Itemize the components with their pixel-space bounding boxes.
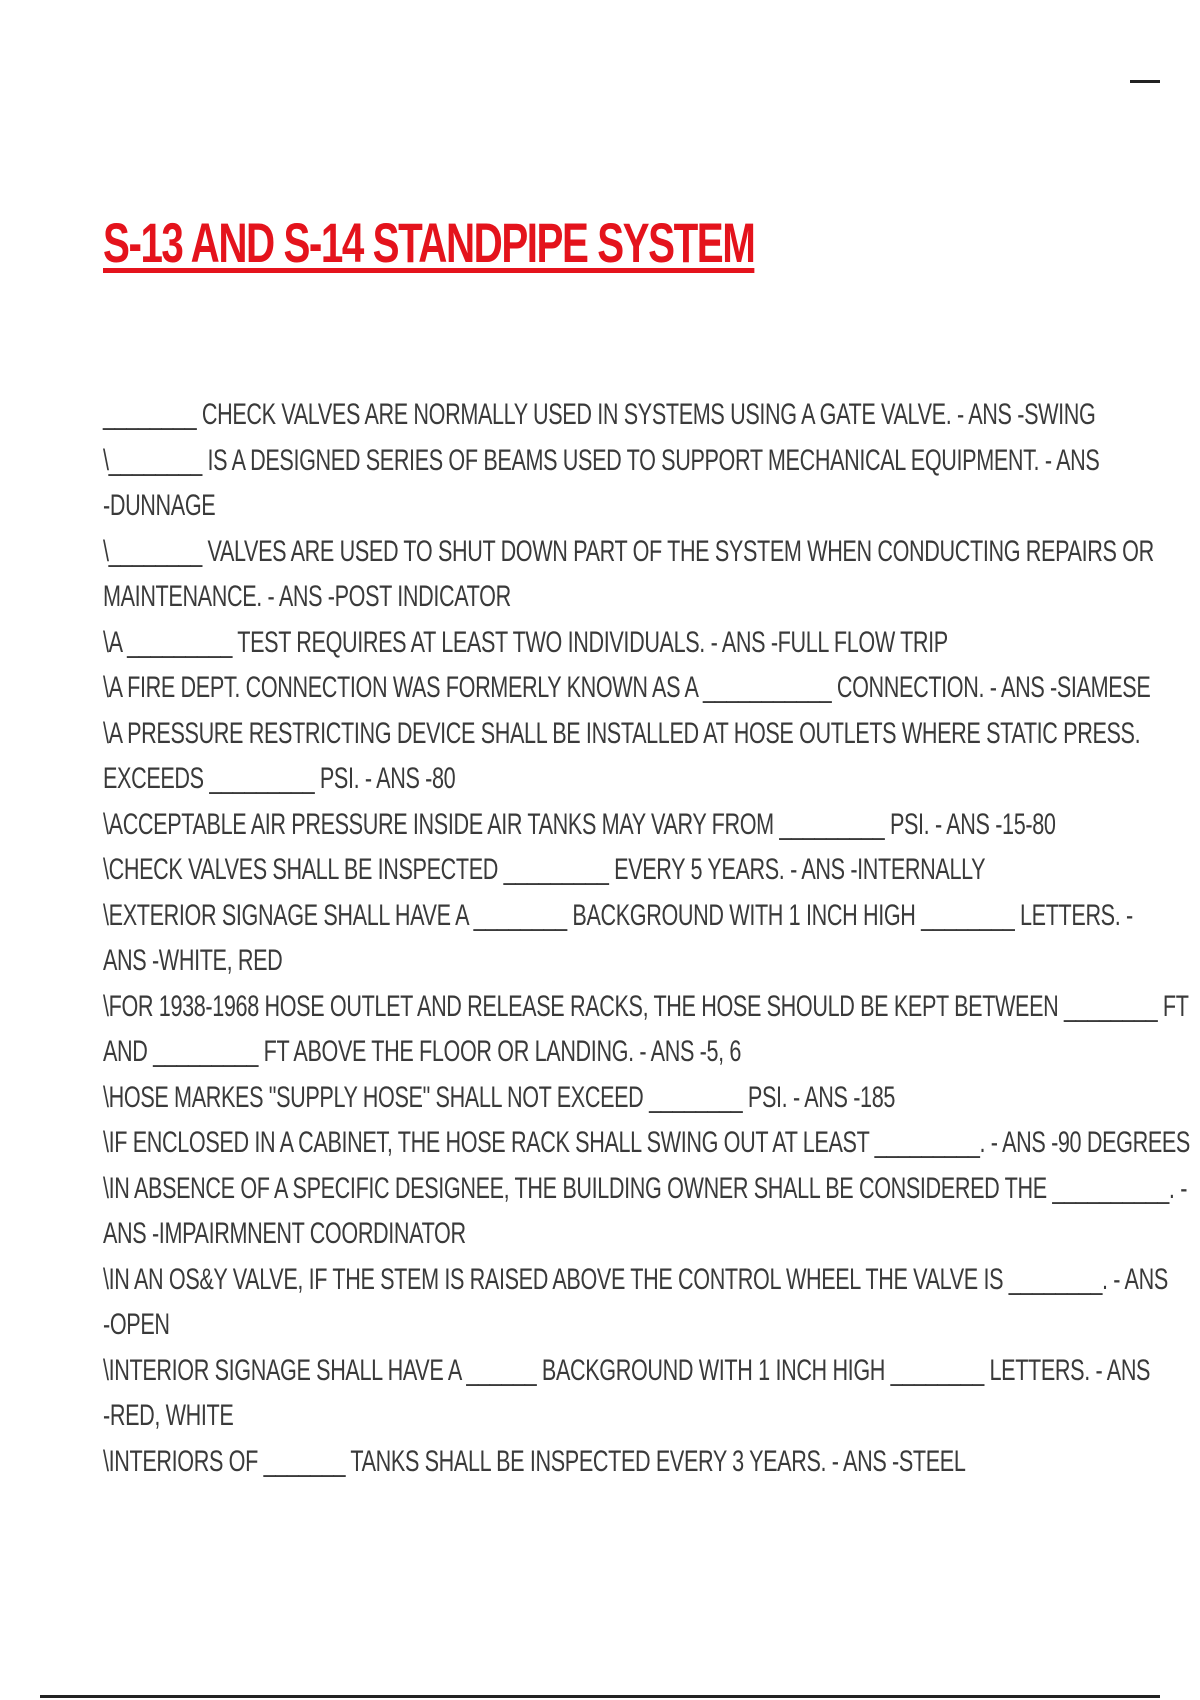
qa-line: -DUNNAGE [103,489,216,522]
page-corner-mark [1130,80,1160,83]
document-title: S-13 AND S-14 STANDPIPE SYSTEM [103,211,755,274]
qa-line: ANS -IMPAIRMNENT COORDINATOR [103,1217,466,1250]
qa-line: ANS -WHITE, RED [103,944,283,977]
qa-line: \________ IS A DESIGNED SERIES OF BEAMS USED TO SUPPORT MECHANICAL EQUIPMENT. - ANS [103,443,1100,477]
qa-line: \A _________ TEST REQUIRES AT LEAST TWO INDIVIDUALS. - ANS -FULL FLOW TRIP [103,625,948,659]
qa-line: \INTERIOR SIGNAGE SHALL HAVE A ______ BACKGROUND WITH 1 INCH HIGH ________ LETTERS. - ANS [103,1353,1151,1387]
qa-list [103,392,1190,1484]
qa-line: \A PRESSURE RESTRICTING DEVICE SHALL BE INSTALLED AT HOSE OUTLETS WHERE STATIC PRESS. [103,716,1141,750]
qa-line: AND _________ FT ABOVE THE FLOOR OR LANDING. - ANS -5, 6 [103,1035,742,1068]
qa-line: \INTERIORS OF _______ TANKS SHALL BE INSPECTED EVERY 3 YEARS. - ANS -STEEL [103,1444,966,1478]
qa-line: MAINTENANCE. - ANS -POST INDICATOR [103,580,511,613]
page-bottom-rule [40,1695,1160,1698]
qa-line: \ACCEPTABLE AIR PRESSURE INSIDE AIR TANKS MAY VARY FROM _________ PSI. - ANS -15-80 [103,807,1056,841]
qa-line: \EXTERIOR SIGNAGE SHALL HAVE A ________ BACKGROUND WITH 1 INCH HIGH ________ LETTERS. - [103,898,1133,932]
qa-line: -RED, WHITE [103,1399,234,1432]
qa-line: -OPEN [103,1308,170,1341]
qa-line: ________ CHECK VALVES ARE NORMALLY USED IN SYSTEMS USING A GATE VALVE. - ANS -SWING [103,398,1096,431]
qa-line: \IN AN OS&Y VALVE, IF THE STEM IS RAISED ABOVE THE CONTROL WHEEL THE VALVE IS ________. - ANS [103,1262,1168,1296]
qa-line: EXCEEDS _________ PSI. - ANS -80 [103,762,456,795]
qa-line: \A FIRE DEPT. CONNECTION WAS FORMERLY KNOWN AS A ___________ CONNECTION. - ANS -SIAMESE [103,671,1151,704]
qa-line: \IF ENCLOSED IN A CABINET, THE HOSE RACK SHALL SWING OUT AT LEAST _________. - ANS -90 DEGREES [103,1126,1190,1159]
qa-line: \FOR 1938-1968 HOSE OUTLET AND RELEASE RACKS, THE HOSE SHOULD BE KEPT BETWEEN ________ FT [103,989,1189,1023]
qa-line: \CHECK VALVES SHALL BE INSPECTED _________ EVERY 5 YEARS. - ANS -INTERNALLY [103,853,986,886]
qa-line: \IN ABSENCE OF A SPECIFIC DESIGNEE, THE BUILDING OWNER SHALL BE CONSIDERED THE __________. - [103,1171,1188,1205]
qa-line: \________ VALVES ARE USED TO SHUT DOWN PART OF THE SYSTEM WHEN CONDUCTING REPAIRS OR [103,534,1154,568]
qa-line: \HOSE MARKES "SUPPLY HOSE" SHALL NOT EXCEED ________ PSI. - ANS -185 [103,1080,896,1114]
